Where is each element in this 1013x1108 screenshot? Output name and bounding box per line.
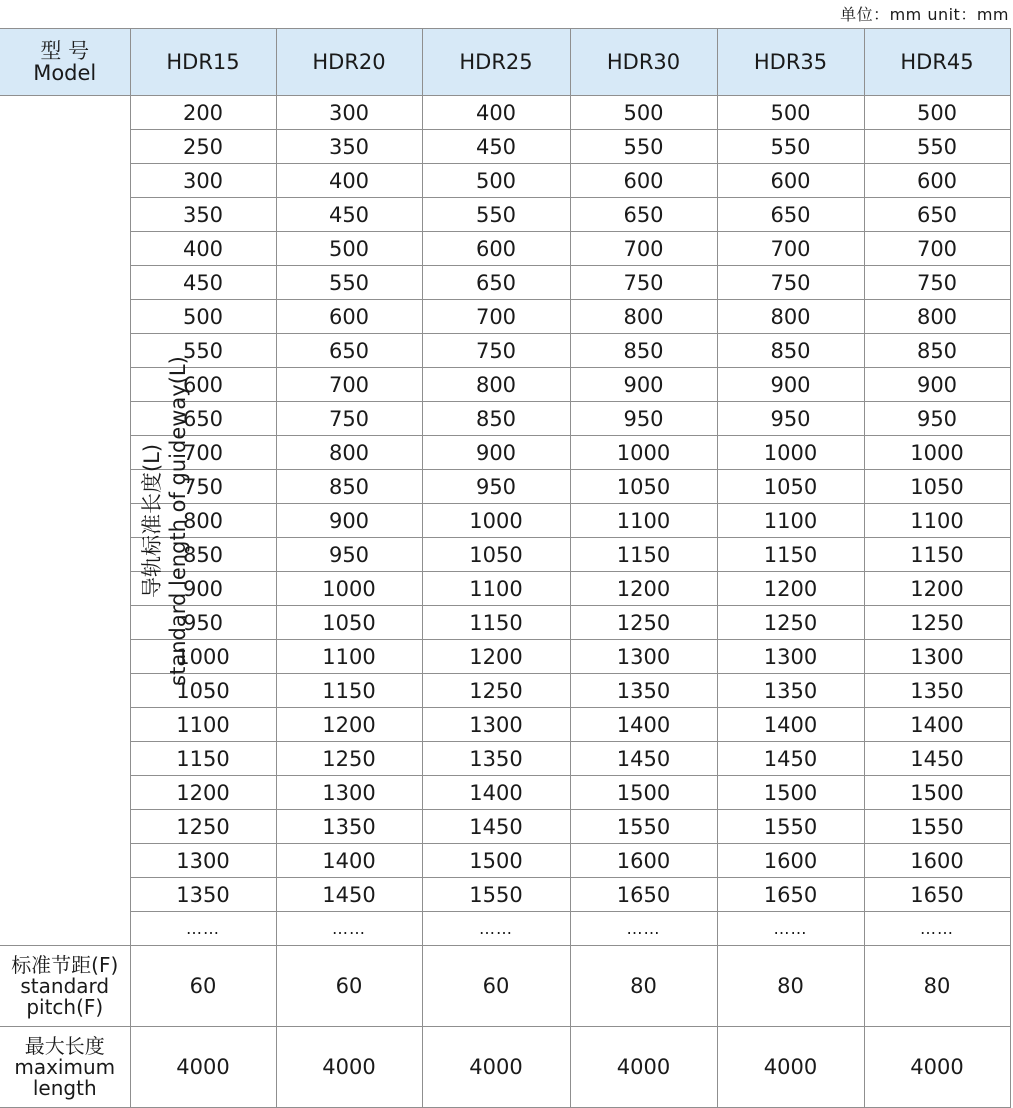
length-cell: 1000 <box>864 436 1010 470</box>
length-cell: 550 <box>422 198 570 232</box>
length-cell: 1500 <box>570 776 717 810</box>
length-cell: 550 <box>864 130 1010 164</box>
length-cell: 600 <box>422 232 570 266</box>
length-cell: 400 <box>276 164 422 198</box>
pitch-row-label-cell <box>0 946 130 1027</box>
length-cell: 1200 <box>130 776 276 810</box>
length-cell: 450 <box>276 198 422 232</box>
unit-label: 单位：mm unit：mm <box>840 5 1009 24</box>
length-cell: 1500 <box>717 776 864 810</box>
length-cell: 850 <box>276 470 422 504</box>
length-cell: 400 <box>130 232 276 266</box>
length-cell: 1600 <box>570 844 717 878</box>
max-length-row-label-cell <box>0 1027 130 1108</box>
length-row <box>0 878 1010 912</box>
max-length-row-cell: 4000 <box>276 1027 422 1108</box>
length-cell: 1300 <box>422 708 570 742</box>
length-cell: 900 <box>717 368 864 402</box>
length-cell: 1600 <box>717 844 864 878</box>
length-cell: 1050 <box>864 470 1010 504</box>
length-cell: 1650 <box>717 878 864 912</box>
length-cell: 550 <box>570 130 717 164</box>
length-cell: 1100 <box>864 504 1010 538</box>
length-cell: 1150 <box>570 538 717 572</box>
pitch-row-cell: 60 <box>276 946 422 1027</box>
guideway-length-table <box>0 28 1011 1108</box>
length-cell: 800 <box>570 300 717 334</box>
ellipsis-cell: …… <box>130 912 276 946</box>
ellipsis-row <box>0 912 1010 946</box>
length-cell: 350 <box>276 130 422 164</box>
length-cell: 1650 <box>570 878 717 912</box>
length-cell: 250 <box>130 130 276 164</box>
header-row <box>0 29 1010 96</box>
pitch-row-cell: 60 <box>422 946 570 1027</box>
model-column-header: HDR25 <box>422 29 570 96</box>
length-cell: 600 <box>276 300 422 334</box>
length-cell: 1350 <box>422 742 570 776</box>
length-cell: 1150 <box>864 538 1010 572</box>
length-cell: 750 <box>276 402 422 436</box>
length-row <box>0 266 1010 300</box>
length-cell: 1350 <box>864 674 1010 708</box>
length-cell: 1650 <box>864 878 1010 912</box>
pitch-row-label-line: standard <box>20 973 110 998</box>
length-cell: 500 <box>422 164 570 198</box>
length-cell: 1300 <box>276 776 422 810</box>
length-row <box>0 776 1010 810</box>
length-cell: 950 <box>717 402 864 436</box>
length-cell: 1300 <box>130 844 276 878</box>
ellipsis-cell: …… <box>422 912 570 946</box>
length-label-cn: 导轨标准长度(L) <box>139 443 164 598</box>
length-row <box>0 164 1010 198</box>
length-cell: 1550 <box>864 810 1010 844</box>
length-cell: 1250 <box>717 606 864 640</box>
ellipsis-cell: …… <box>864 912 1010 946</box>
length-cell: 1250 <box>130 810 276 844</box>
model-label-cn: 型 号 <box>40 39 90 63</box>
model-label-en: Model <box>33 61 97 85</box>
length-cell: 1000 <box>276 572 422 606</box>
pitch-row-label-line: pitch(F) <box>26 994 104 1019</box>
length-cell: 850 <box>422 402 570 436</box>
length-cell: 1200 <box>422 640 570 674</box>
length-cell: 600 <box>570 164 717 198</box>
max-length-row-cell: 4000 <box>422 1027 570 1108</box>
length-row <box>0 810 1010 844</box>
max-length-row-cell: 4000 <box>717 1027 864 1108</box>
length-cell: 1050 <box>717 470 864 504</box>
pitch-row-cell: 80 <box>864 946 1010 1027</box>
length-cell: 400 <box>422 96 570 130</box>
length-cell: 1450 <box>276 878 422 912</box>
length-cell: 1200 <box>864 572 1010 606</box>
length-cell: 1100 <box>130 708 276 742</box>
length-cell: 550 <box>276 266 422 300</box>
length-cell: 750 <box>570 266 717 300</box>
length-cell: 1150 <box>422 606 570 640</box>
length-cell: 1350 <box>276 810 422 844</box>
length-cell: 800 <box>130 504 276 538</box>
max-length-row-cell: 4000 <box>864 1027 1010 1108</box>
ellipsis-cell: …… <box>717 912 864 946</box>
length-cell: 900 <box>422 436 570 470</box>
length-cell: 650 <box>130 402 276 436</box>
length-row <box>0 130 1010 164</box>
model-column-header: HDR15 <box>130 29 276 96</box>
length-cell: 1300 <box>717 640 864 674</box>
length-cell: 1500 <box>422 844 570 878</box>
model-header-cell <box>0 29 130 96</box>
length-cell: 800 <box>864 300 1010 334</box>
length-cell: 1400 <box>276 844 422 878</box>
length-cell: 1500 <box>864 776 1010 810</box>
length-cell: 900 <box>130 572 276 606</box>
length-cell: 1350 <box>130 878 276 912</box>
length-cell: 1050 <box>422 538 570 572</box>
length-cell: 1400 <box>422 776 570 810</box>
length-cell: 1000 <box>570 436 717 470</box>
length-cell: 650 <box>717 198 864 232</box>
length-cell: 1250 <box>276 742 422 776</box>
length-cell: 650 <box>864 198 1010 232</box>
length-cell: 750 <box>422 334 570 368</box>
length-cell: 1550 <box>422 878 570 912</box>
length-cell: 900 <box>570 368 717 402</box>
length-cell: 1200 <box>570 572 717 606</box>
length-cell: 700 <box>570 232 717 266</box>
length-row <box>0 96 1010 130</box>
length-cell: 500 <box>130 300 276 334</box>
length-cell: 950 <box>276 538 422 572</box>
length-cell: 450 <box>422 130 570 164</box>
length-row <box>0 232 1010 266</box>
length-cell: 1250 <box>864 606 1010 640</box>
length-cell: 900 <box>276 504 422 538</box>
length-cell: 1450 <box>864 742 1010 776</box>
ellipsis-cell: …… <box>570 912 717 946</box>
length-cell: 1350 <box>570 674 717 708</box>
length-cell: 800 <box>422 368 570 402</box>
length-cell: 500 <box>276 232 422 266</box>
model-column-header: HDR20 <box>276 29 422 96</box>
pitch-row <box>0 946 1010 1027</box>
length-cell: 1350 <box>717 674 864 708</box>
length-cell: 300 <box>130 164 276 198</box>
length-cell: 1250 <box>422 674 570 708</box>
length-cell: 600 <box>717 164 864 198</box>
length-cell: 700 <box>276 368 422 402</box>
length-cell: 450 <box>130 266 276 300</box>
length-cell: 800 <box>276 436 422 470</box>
max-length-row-label-line: maximum <box>14 1054 116 1079</box>
length-cell: 650 <box>570 198 717 232</box>
length-cell: 1100 <box>276 640 422 674</box>
max-length-row-label-line: 最大长度 <box>24 1033 105 1058</box>
length-cell: 850 <box>864 334 1010 368</box>
length-cell: 700 <box>130 436 276 470</box>
length-cell: 800 <box>717 300 864 334</box>
length-cell: 1150 <box>130 742 276 776</box>
length-cell: 1200 <box>717 572 864 606</box>
length-cell: 1400 <box>717 708 864 742</box>
max-length-row-label-line: length <box>32 1075 97 1100</box>
length-cell: 950 <box>422 470 570 504</box>
length-cell: 550 <box>717 130 864 164</box>
length-label-en: standard length of guideway(L) <box>165 355 190 686</box>
length-cell: 500 <box>570 96 717 130</box>
length-cell: 1050 <box>276 606 422 640</box>
max-length-row-cell: 4000 <box>130 1027 276 1108</box>
length-cell: 1550 <box>570 810 717 844</box>
length-cell: 1200 <box>276 708 422 742</box>
length-cell: 1300 <box>864 640 1010 674</box>
length-cell: 700 <box>422 300 570 334</box>
model-column-header: HDR45 <box>864 29 1010 96</box>
length-cell: 750 <box>130 470 276 504</box>
length-cell: 900 <box>864 368 1010 402</box>
length-cell: 1100 <box>570 504 717 538</box>
length-row <box>0 742 1010 776</box>
length-cell: 950 <box>130 606 276 640</box>
length-cell: 1400 <box>864 708 1010 742</box>
model-column-header: HDR35 <box>717 29 864 96</box>
length-cell: 1600 <box>864 844 1010 878</box>
length-cell: 1150 <box>717 538 864 572</box>
length-cell: 950 <box>864 402 1010 436</box>
length-cell: 600 <box>864 164 1010 198</box>
length-label-cell <box>0 96 190 946</box>
length-cell: 1400 <box>570 708 717 742</box>
length-cell: 700 <box>864 232 1010 266</box>
length-cell: 500 <box>717 96 864 130</box>
length-cell: 1550 <box>717 810 864 844</box>
length-cell: 850 <box>570 334 717 368</box>
length-cell: 700 <box>717 232 864 266</box>
length-cell: 1050 <box>570 470 717 504</box>
max-length-row-cell: 4000 <box>570 1027 717 1108</box>
max-length-row <box>0 1027 1010 1108</box>
pitch-row-label-line: 标准节距(F) <box>11 952 119 977</box>
length-cell: 500 <box>864 96 1010 130</box>
pitch-row-cell: 80 <box>570 946 717 1027</box>
length-cell: 1000 <box>422 504 570 538</box>
length-cell: 750 <box>864 266 1010 300</box>
length-cell: 350 <box>130 198 276 232</box>
length-cell: 600 <box>130 368 276 402</box>
length-cell: 650 <box>276 334 422 368</box>
length-cell: 850 <box>717 334 864 368</box>
length-cell: 750 <box>717 266 864 300</box>
pitch-row-cell: 60 <box>130 946 276 1027</box>
length-cell: 1000 <box>130 640 276 674</box>
pitch-row-cell: 80 <box>717 946 864 1027</box>
length-cell: 1450 <box>717 742 864 776</box>
ellipsis-cell: …… <box>276 912 422 946</box>
model-column-header: HDR30 <box>570 29 717 96</box>
length-cell: 200 <box>130 96 276 130</box>
length-cell: 550 <box>130 334 276 368</box>
length-cell: 1150 <box>276 674 422 708</box>
length-label <box>139 356 191 686</box>
length-cell: 1250 <box>570 606 717 640</box>
length-cell: 1100 <box>717 504 864 538</box>
length-cell: 850 <box>130 538 276 572</box>
length-cell: 1100 <box>422 572 570 606</box>
length-cell: 1050 <box>130 674 276 708</box>
length-row <box>0 708 1010 742</box>
length-cell: 1300 <box>570 640 717 674</box>
length-row <box>0 844 1010 878</box>
length-cell: 950 <box>570 402 717 436</box>
length-row <box>0 198 1010 232</box>
length-cell: 1450 <box>570 742 717 776</box>
length-cell: 1000 <box>717 436 864 470</box>
length-cell: 650 <box>422 266 570 300</box>
length-cell: 1450 <box>422 810 570 844</box>
length-cell: 300 <box>276 96 422 130</box>
length-row <box>0 300 1010 334</box>
